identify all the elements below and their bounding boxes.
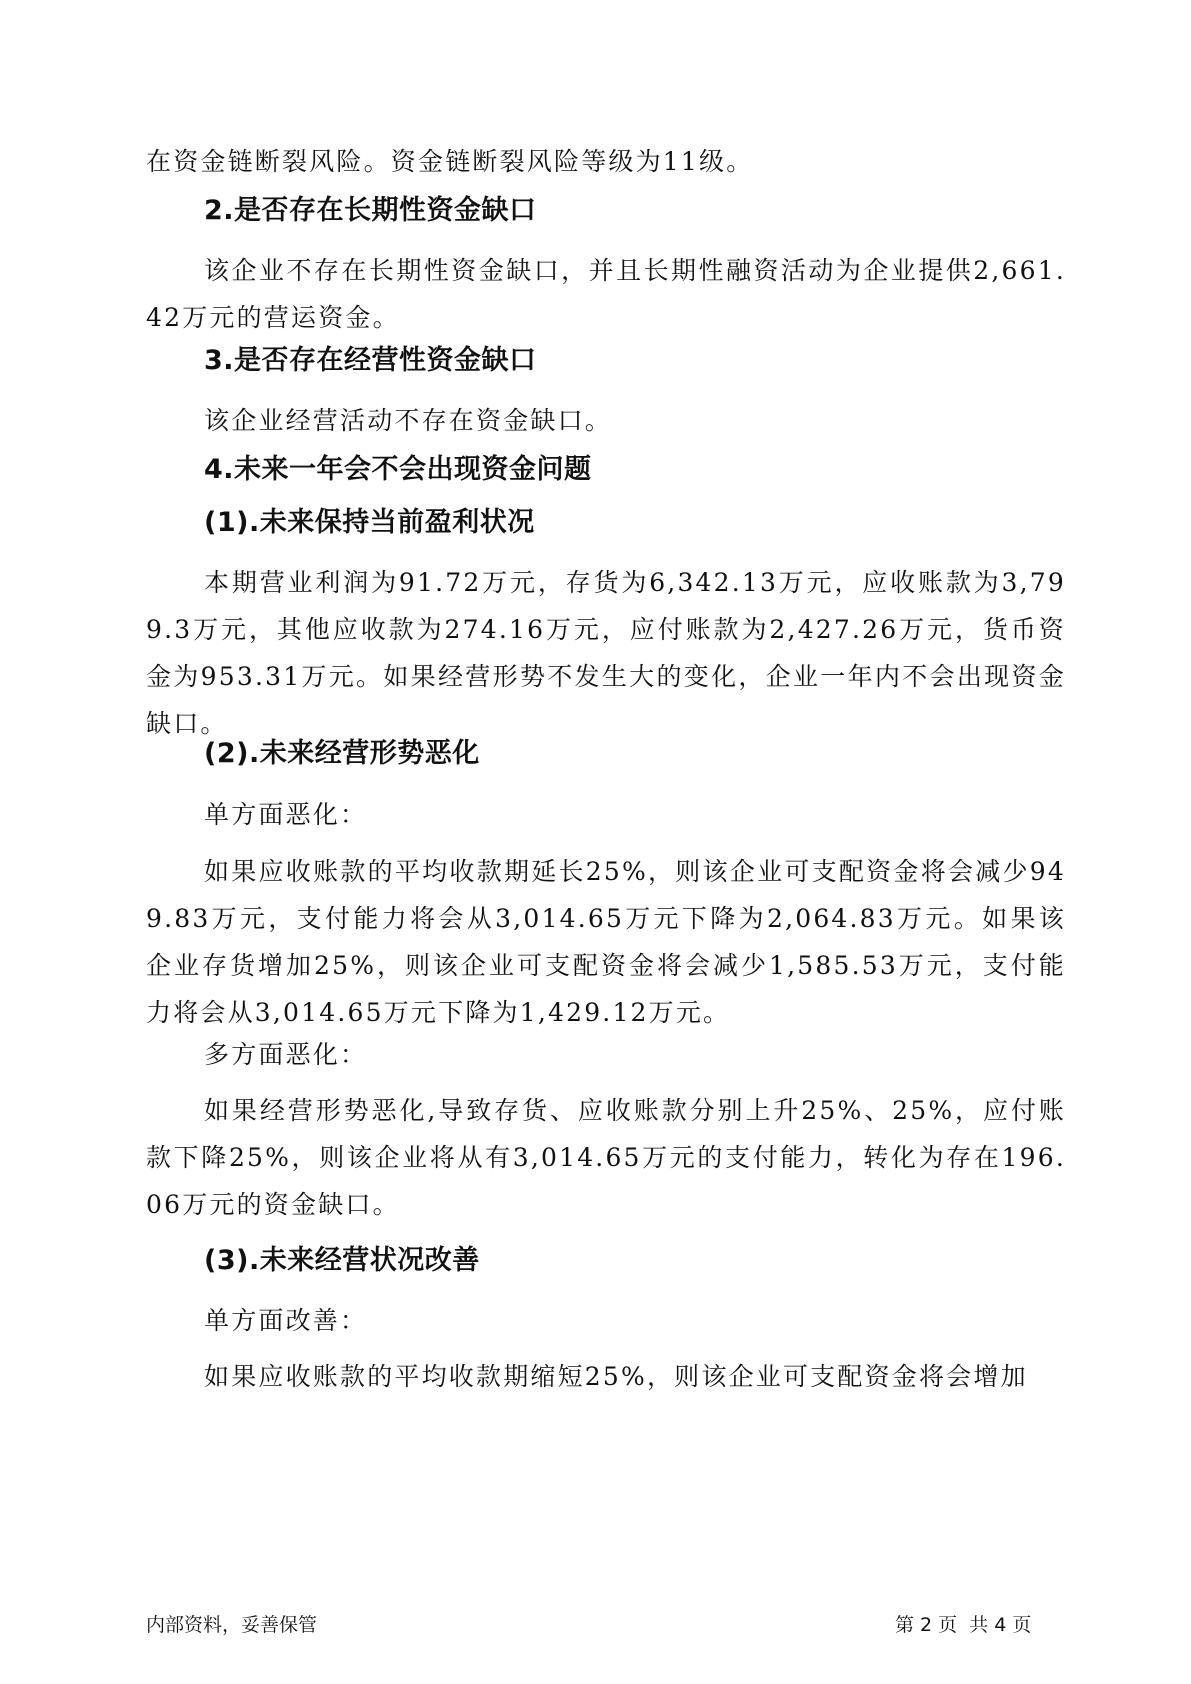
paragraph-continued: 在资金链断裂风险。资金链断裂风险等级为11级。	[146, 147, 754, 176]
heading-next-year: 4.未来一年会不会出现资金问题	[204, 454, 592, 485]
heading-operating-gap: 3.是否存在经营性资金缺口	[204, 345, 537, 376]
paragraph-operating-gap: 该企业经营活动不存在资金缺口。	[204, 406, 613, 435]
footer-page-number: 第 2 页 共 4 页	[895, 1614, 1032, 1636]
paragraph-multi-worsening: 如果经营形势恶化,导致存货、应收账款分别上升25%、25%，应付账款下降25%，则该企业将从有3,014.65万元的支付能力，转化为存在196.06万元的资金缺口。	[146, 1096, 1066, 1219]
heading-worsening: (2).未来经营形势恶化	[204, 738, 480, 769]
label-single-worsening: 单方面恶化：	[204, 800, 368, 829]
label-multi-worsening: 多方面恶化：	[204, 1040, 368, 1069]
label-single-improvement: 单方面改善：	[204, 1306, 368, 1335]
heading-improvement: (3).未来经营状况改善	[204, 1245, 480, 1276]
heading-keep-current: (1).未来保持当前盈利状况	[204, 507, 535, 538]
paragraph-single-improvement: 如果应收账款的平均收款期缩短25%，则该企业可支配资金将会增加	[204, 1362, 1028, 1391]
paragraph-single-worsening: 如果应收账款的平均收款期延长25%，则该企业可支配资金将会减少949.83万元，支付能力将会从3,014.65万元下降为2,064.83万元。如果该企业存货增加25%，则该企业可支配资金将会减少1,585.53万元，支付能力将会从3,014.65万元下降为1,429.12万元。	[146, 857, 1066, 1027]
paragraph-keep-current: 本期营业利润为91.72万元，存货为6,342.13万元，应收账款为3,799.3万元，其他应收款为274.16万元，应付账款为2,427.26万元，货币资金为953.31万元。如果经营形势不发生大的变化，企业一年内不会出现资金缺口。	[146, 568, 1066, 738]
heading-long-term-gap: 2.是否存在长期性资金缺口	[204, 195, 537, 226]
paragraph-long-term-gap: 该企业不存在长期性资金缺口，并且长期性融资活动为企业提供2,661.42万元的营运资金。	[146, 256, 1066, 332]
footer-confidential-note: 内部资料，妥善保管	[146, 1614, 318, 1636]
